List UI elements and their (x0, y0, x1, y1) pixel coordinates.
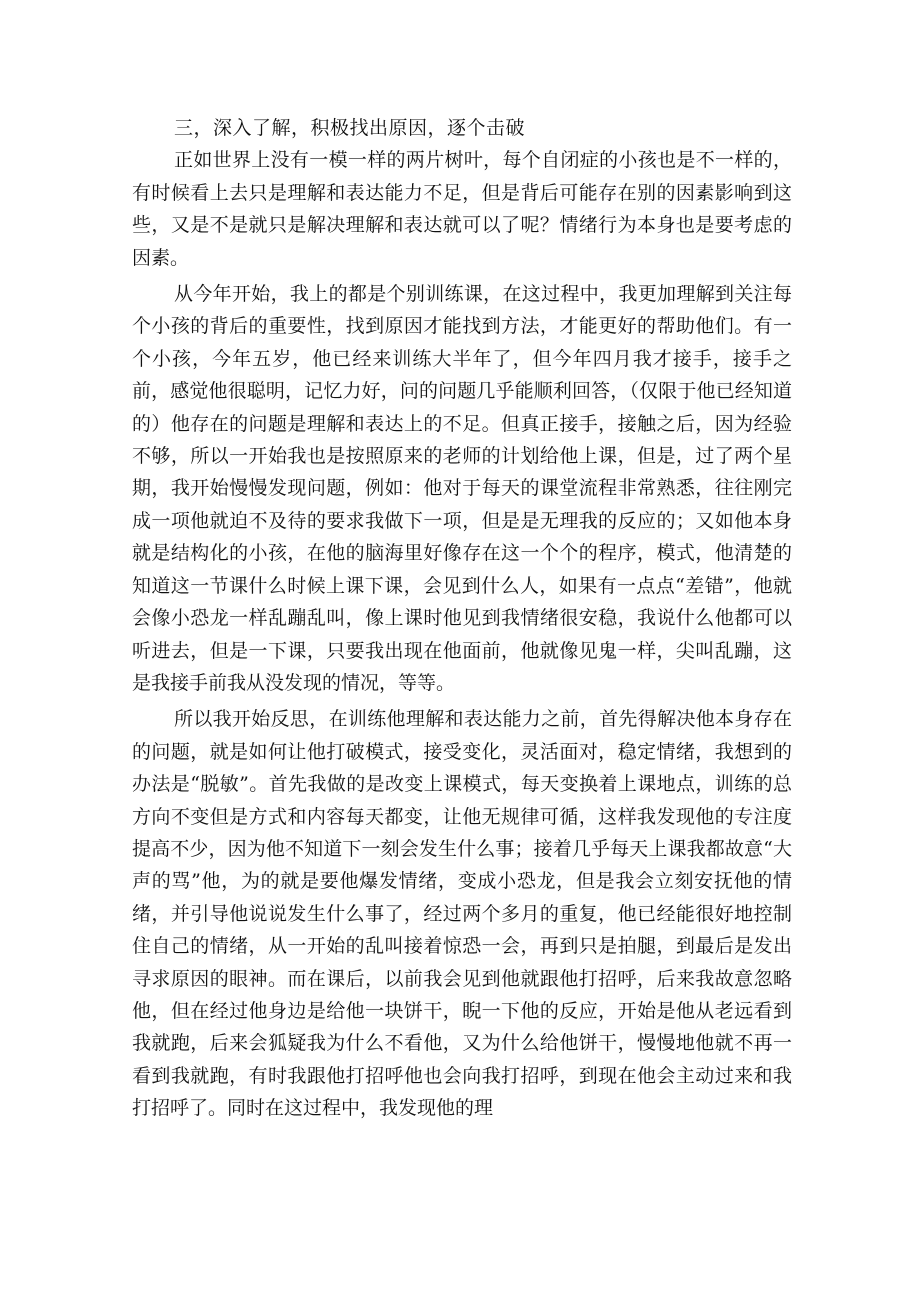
paragraph-3: 所以我开始反思，在训练他理解和表达能力之前，首先得解决他本身存在的问题，就是如何让他打破模式，接受变化，灵活面对，稳定情绪，我想到的办法是“脱敏”。首先我做的是改变上课模式，每天变换着上课地点，训练的总方向不变但是方式和内容每天都变，让他无规律可循，这样我发现他的专注度提高不少，因为他不知道下一刻会发生什么事；接着几乎每天上课我都故意“大声的骂”他，为的就是要他爆发情绪，变成小恐龙，但是我会立刻安抚他的情绪，并引导他说说发生什么事了，经过两个多月的重复，他已经能很好地控制住自己的情绪，从一开始的乱叫接着惊恐一会，再到只是拍腿，到最后是发出寻求原因的眼神。而在课后，以前我会见到他就跟他打招呼，后来我故意忽略他，但在经过他身边是给他一块饼干，睨一下他的反应，开始是他从老远看到我就跑，后来会狐疑我为什么不看他，又为什么给他饼干，慢慢地他就不再一看到我就跑，有时我跟他打招呼他也会向我打招呼，到现在他会主动过来和我打招呼了。同时在这过程中，我发现他的理 (132, 708, 792, 1120)
paragraph-2: 从今年开始，我上的都是个别训练课，在这过程中，我更加理解到关注每个小孩的背后的重要性，找到原因才能找到方法，才能更好的帮助他们。有一个小孩，今年五岁，他已经来训练大半年了，但今年四月我才接手，接手之前，感觉他很聪明，记忆力好，问的问题几乎能顺利回答，（仅限于他已经知道的）他存在的问题是理解和表达上的不足。但真正接手，接触之后，因为经验不够，所以一开始我也是按照原来的老师的计划给他上课，但是，过了两个星期，我开始慢慢发现问题，例如：他对于每天的课堂流程非常熟悉，往往刚完成一项他就迫不及待的要求我做下一项，但是是无理我的反应的；又如他本身就是结构化的小孩，在他的脑海里好像存在这一个个的程序，模式，他清楚的知道这一节课什么时候上课下课，会见到什么人，如果有一点点“差错”，他就会像小恐龙一样乱蹦乱叫，像上课时他见到我情绪很安稳，我说什么他都可以听进去，但是一下课，只要我出现在他面前，他就像见鬼一样，尖叫乱蹦，这是我接手前我从没发现的情况，等等。 (132, 283, 792, 694)
paragraph-1: 正如世界上没有一模一样的两片树叶，每个自闭症的小孩也是不一样的，有时候看上去只是理解和表达能力不足，但是背后可能存在别的因素影响到这些，又是不是就只是解决理解和表达就可以了呢？情绪行为本身也是要考虑的因素。 (132, 149, 792, 269)
document-body (132, 112, 792, 1125)
section-heading: 三，深入了解，积极找出原因，逐个击破 (174, 117, 526, 139)
